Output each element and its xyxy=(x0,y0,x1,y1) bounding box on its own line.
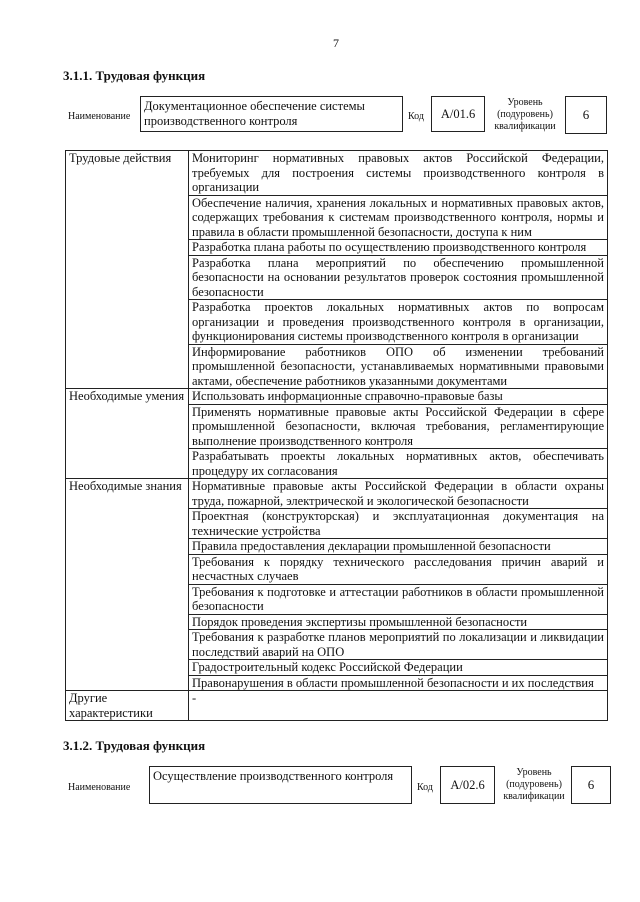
category-labor-actions: Трудовые действия xyxy=(66,151,189,389)
table-cell: Нормативные правовые акты Российской Федерации в области охраны труда, пожарной, электрической и экологической безопасности xyxy=(189,479,608,509)
category-required-knowledge: Необходимые знания xyxy=(66,479,189,691)
table-row xyxy=(66,151,608,196)
table-cell: - xyxy=(189,691,608,721)
page-number: 7 xyxy=(333,36,339,50)
function-details-table xyxy=(65,150,608,721)
table-cell: Требования к подготовке и аттестации работников в области промышленной безопасности xyxy=(189,584,608,614)
function-code-box: А/01.6 xyxy=(431,96,485,132)
table-cell: Мониторинг нормативных правовых актов Российской Федерации, требуемых для построения системы производственного контроля в организации xyxy=(189,151,608,196)
section-title-3-1-1: 3.1.1. Трудовая функция xyxy=(63,68,206,83)
category-other-characteristics: Другие характеристики xyxy=(66,691,189,721)
code-label: Код xyxy=(408,111,424,122)
name-label: Наименование xyxy=(68,782,131,793)
level-label: Уровень (подуровень) квалификации xyxy=(503,767,565,802)
qualification-level-box: 6 xyxy=(571,766,611,804)
table-cell: Применять нормативные правовые акты Российской Федерации в сфере промышленной безопасности, включая требования, регламентирующие выполнение производственного контроля xyxy=(189,404,608,449)
code-label: Код xyxy=(417,782,433,793)
table-cell: Разрабатывать проекты локальных нормативных актов, обеспечивать процедуру их согласования xyxy=(189,449,608,479)
table-cell: Требования к разработке планов мероприятий по локализации и ликвидации последствий аварий на ОПО xyxy=(189,630,608,660)
table-cell: Порядок проведения экспертизы промышленной безопасности xyxy=(189,614,608,630)
table-cell: Требования к порядку технического расследования причин аварий и несчастных случаев xyxy=(189,554,608,584)
table-row xyxy=(66,389,608,405)
table-cell: Разработка плана мероприятий по обеспечению промышленной безопасности на основании результатов проверок состояния промышленной безопасности xyxy=(189,255,608,300)
table-cell: Проектная (конструкторская) и эксплуатационная документация на технические устройства xyxy=(189,509,608,539)
table-cell: Информирование работников ОПО об изменении требований промышленной безопасности, устанавливаемых нормативными правовыми актами, обеспечение работников указанными документами xyxy=(189,344,608,389)
function-name-box: Осуществление производственного контроля xyxy=(149,766,412,804)
category-required-skills: Необходимые умения xyxy=(66,389,189,479)
function-header-1 xyxy=(0,96,640,148)
table-row xyxy=(66,479,608,509)
table-cell: Разработка проектов локальных нормативных актов по вопросам организации и проведения производственного контроля в организации, функционирования системы производственного контроля в организации xyxy=(189,300,608,345)
table-cell: Разработка плана работы по осуществлению производственного контроля xyxy=(189,240,608,256)
table-cell: Обеспечение наличия, хранения локальных и нормативных правовых актов, содержащих требования к системам производственного контроля, нормы и правила в области промышленной безопасности, доступа к ним xyxy=(189,195,608,240)
table-cell: Использовать информационные справочно-правовые базы xyxy=(189,389,608,405)
level-label: Уровень (подуровень) квалификации xyxy=(494,97,556,132)
table-row xyxy=(66,691,608,721)
qualification-level-box: 6 xyxy=(565,96,607,134)
function-name-box: Документационное обеспечение системы производственного контроля xyxy=(140,96,403,132)
table-cell: Правонарушения в области промышленной безопасности и их последствия xyxy=(189,675,608,691)
table-cell: Правила предоставления декларации промышленной безопасности xyxy=(189,539,608,555)
function-code-box: А/02.6 xyxy=(440,766,495,804)
table-cell: Градостроительный кодекс Российской Федерации xyxy=(189,660,608,676)
section-title-3-1-2: 3.1.2. Трудовая функция xyxy=(63,738,206,753)
name-label: Наименование xyxy=(68,111,131,122)
function-header-2 xyxy=(0,766,640,818)
